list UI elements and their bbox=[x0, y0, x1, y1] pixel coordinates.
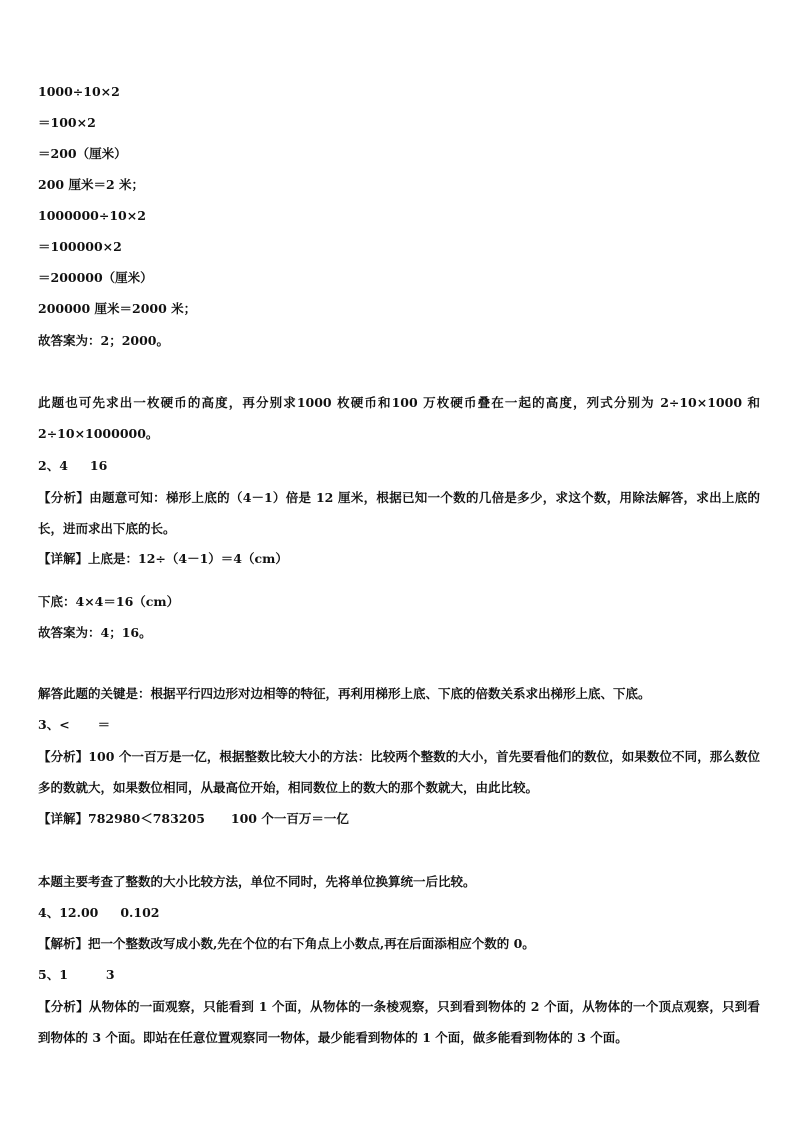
detail-b: 100 个一百万＝一亿 bbox=[230, 811, 349, 826]
q3-answer-1: 3、< bbox=[38, 717, 70, 732]
analysis-text: 100 个一百万是一亿，根据整数比较大小的方法：比较两个整数的大小，首先要看他们的数位，如果数位不同，那么数位多的数就大，如果数位相同，从最高位开始，相同数位上的数大的那个数就大，由此比较。 bbox=[38, 749, 760, 795]
q3-note: 本题主要考查了整数的大小比较方法，单位不同时，先将单位换算统一后比较。 bbox=[38, 874, 476, 889]
q3-answer-2: ＝ bbox=[97, 717, 111, 732]
analysis-tag: 【分析】 bbox=[38, 749, 89, 764]
detail-tag: 【详解】 bbox=[38, 811, 89, 826]
detail-text: 上底是：12÷（4－1）＝4（cm） bbox=[88, 551, 288, 566]
q2-header bbox=[38, 458, 107, 474]
detail-tag: 【详解】 bbox=[38, 551, 89, 566]
q2-note: 解答此题的关键是：根据平行四边形对边相等的特征，再利用梯形上底、下底的倍数关系求出梯形上底、下底。 bbox=[38, 686, 651, 701]
q4-analysis bbox=[38, 936, 535, 952]
calc-line-7: ＝200000（厘米） bbox=[38, 270, 153, 285]
analysis-text: 把一个整数改写成小数,先在个位的右下角点上小数点,再在后面添相应个数的 0。 bbox=[88, 936, 535, 951]
q5-answer-1: 5、1 bbox=[38, 967, 68, 982]
calc-line-2: ＝100×2 bbox=[38, 115, 96, 130]
q4-answer-1: 4、12.00 bbox=[38, 905, 99, 920]
q3-header bbox=[38, 717, 110, 733]
q4-answer-2: 0.102 bbox=[120, 905, 160, 920]
q5-answer-2: 3 bbox=[105, 967, 115, 982]
q2-detail bbox=[38, 551, 288, 567]
calc-line-6: ＝100000×2 bbox=[38, 239, 122, 254]
calc-line-5: 1000000÷10×2 bbox=[38, 208, 146, 223]
calc-line-4: 200 厘米＝2 米； bbox=[38, 177, 144, 192]
q2-answer-1: 2、4 bbox=[38, 458, 68, 473]
detail-a: 782980＜783205 bbox=[88, 811, 205, 826]
q3-detail bbox=[38, 811, 349, 827]
q2-answer: 故答案为：4；16。 bbox=[38, 625, 152, 640]
q1-answer: 故答案为：2；2000。 bbox=[38, 333, 169, 348]
q1-note: 此题也可先求出一枚硬币的高度，再分别求1000 枚硬币和100 万枚硬币叠在一起的高度，列式分别为 2÷10×1000 和 2÷10×1000000。 bbox=[38, 395, 760, 441]
q2-lower-base: 下底：4×4＝16（cm） bbox=[38, 594, 180, 609]
q5-header bbox=[38, 967, 115, 983]
q3-analysis bbox=[38, 741, 760, 803]
analysis-tag: 【分析】 bbox=[38, 490, 90, 505]
analysis-text: 从物体的一面观察，只能看到 1 个面，从物体的一条棱观察，只到看到物体的 2 个面，从物体的一个顶点观察，只到看到物体的 3 个面。即站在任意位置观察同一物体，最少能看到物体的 1 个面，做多能看到物体的 3 个面。 bbox=[38, 999, 760, 1045]
q4-header bbox=[38, 905, 160, 921]
analysis-tag: 【解析】 bbox=[38, 936, 89, 951]
q2-analysis bbox=[38, 482, 760, 544]
analysis-tag: 【分析】 bbox=[38, 999, 89, 1014]
calc-line-1: 1000÷10×2 bbox=[38, 84, 120, 99]
q2-answer-2: 16 bbox=[89, 458, 108, 473]
analysis-text: 由题意可知：梯形上底的（4－1）倍是 12 厘米，根据已知一个数的几倍是多少，求这个数，用除法解答，求出上底的长，进而求出下底的长。 bbox=[38, 490, 760, 536]
calc-line-8: 200000 厘米＝2000 米； bbox=[38, 301, 197, 316]
q5-analysis bbox=[38, 991, 760, 1053]
calc-line-3: ＝200（厘米） bbox=[38, 146, 127, 161]
